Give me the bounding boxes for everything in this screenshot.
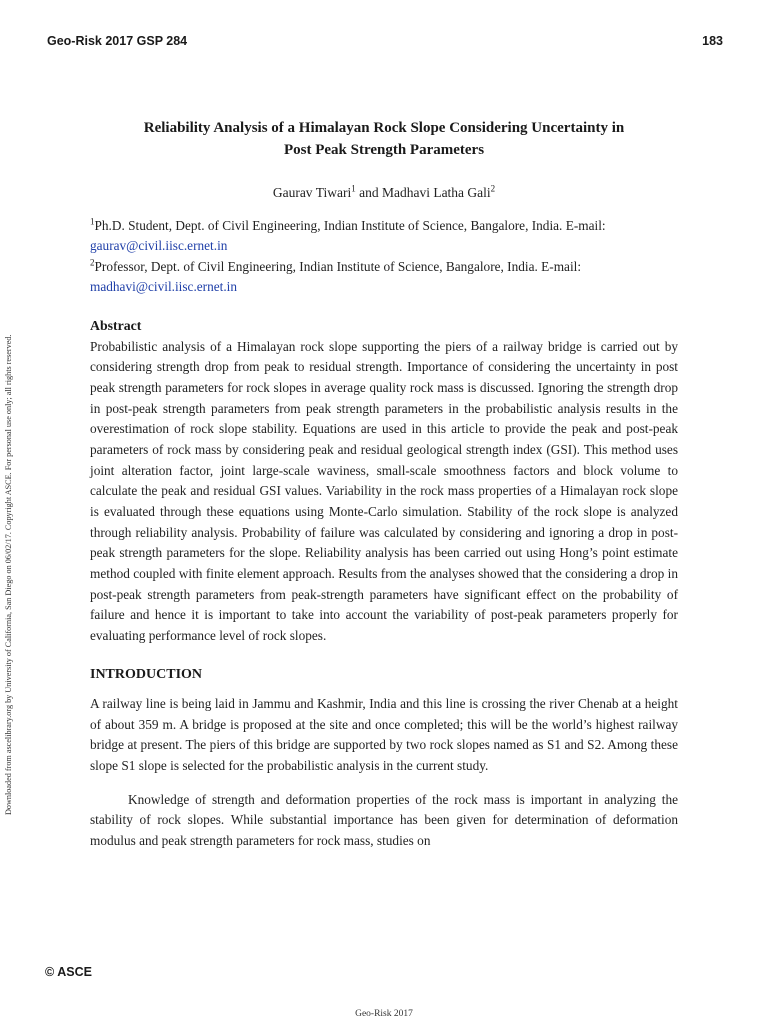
email-link-2[interactable]: madhavi@civil.iisc.ernet.in <box>90 278 238 294</box>
affiliation-1-text: Ph.D. Student, Dept. of Civil Engineering, Indian Institute of Science, Bangalore, India. E-mail: <box>94 218 606 233</box>
title-line-1: Reliability Analysis of a Himalayan Rock Slope Considering Uncertainty in <box>143 120 625 136</box>
introduction-paragraph-2: Knowledge of strength and deformation properties of the rock mass is important in analyzing the stability of rock slopes. While substantial importance has been given for determination of deformation modulus and peak strength parameters for rock mass, studies on <box>90 791 678 848</box>
journal-header: Geo-Risk 2017 GSP 284 <box>47 34 188 48</box>
affiliation-1-mark: 1 <box>90 216 95 227</box>
conference-footer: Geo-Risk 2017 <box>355 1009 413 1019</box>
affiliation-1 <box>90 216 678 257</box>
paper-body <box>90 117 678 852</box>
abstract-heading: Abstract <box>90 318 142 334</box>
paper-title <box>90 117 678 161</box>
affiliation-2-mark: 2 <box>90 257 95 268</box>
email-link-1[interactable]: gaurav@civil.iisc.ernet.in <box>90 238 228 254</box>
author-2: Madhavi Latha Gali <box>381 185 491 200</box>
download-notice-text: Downloaded from ascelibrary.org by University of California, San Diego on 06/02/17. Copyright ASCE. For personal use only; all rights reserved. <box>4 334 13 815</box>
author-2-mark: 2 <box>490 183 496 194</box>
abstract-text: Probabilistic analysis of a Himalayan rock slope supporting the piers of a railway bridge is carried out by considering strength drop from peak to residual strength. Importance of considering the uncertainty in post peak strength parameters for rock slopes in average quality rock mass is discussed. Ignoring the strength drop in post-peak strength parameters from peak strength parameters in the probabilistic analysis results in the overestimation of rock slope stability. Equations are used in this article to provide the peak and post-peak parameters of rock mass by considering peak and residual geological strength index (GSI). This method uses joint alteration factor, joint large-scale waviness, small-scale smoothness factors and block volume to calculate the peak and residual GSI values. Variability in the rock mass properties of a Himalayan rock slope is evaluated through these equations using Monte-Carlo simulation. Stability of the rock slope is analyzed through reliability analysis. Probability of failure was calculated by considering and ignoring a drop in post-peak strength parameters for the slope. Reliability analysis has been carried out using Hong’s point estimate method coupled with finite element approach. Results from the analyses showed that the considering a drop in post-peak strength parameters from peak-strength parameters have significant effect on the probability of failure and hence it is important to take into account the variability of post-peak parameters properly for evaluating performance level of rock slopes. <box>90 338 678 643</box>
download-notice <box>2 210 16 815</box>
affiliation-2 <box>90 257 678 298</box>
author-list <box>90 184 678 202</box>
title-line-2: Post Peak Strength Parameters <box>283 142 485 158</box>
page-number: 183 <box>702 34 723 48</box>
author-1: Gaurav Tiwari <box>272 185 352 200</box>
author-1-mark: 1 <box>351 183 356 194</box>
introduction-heading: INTRODUCTION <box>90 666 203 682</box>
affiliation-2-text: Professor, Dept. of Civil Engineering, Indian Institute of Science, Bangalore, India. E-mail: <box>94 258 582 274</box>
copyright-footer: © ASCE <box>45 965 92 979</box>
author-conjunction: and <box>355 185 382 200</box>
introduction-paragraph-1: A railway line is being laid in Jammu and Kashmir, India and this line is crossing the river Chenab at a height of about 359 m. A bridge is proposed at the site and once completed; this will be the world’s highest railway bridge at present. The piers of this bridge are supported by two rock slopes named as S1 and S2. Among these slope S1 slope is selected for the probabilistic analysis in the current study. <box>90 696 678 773</box>
